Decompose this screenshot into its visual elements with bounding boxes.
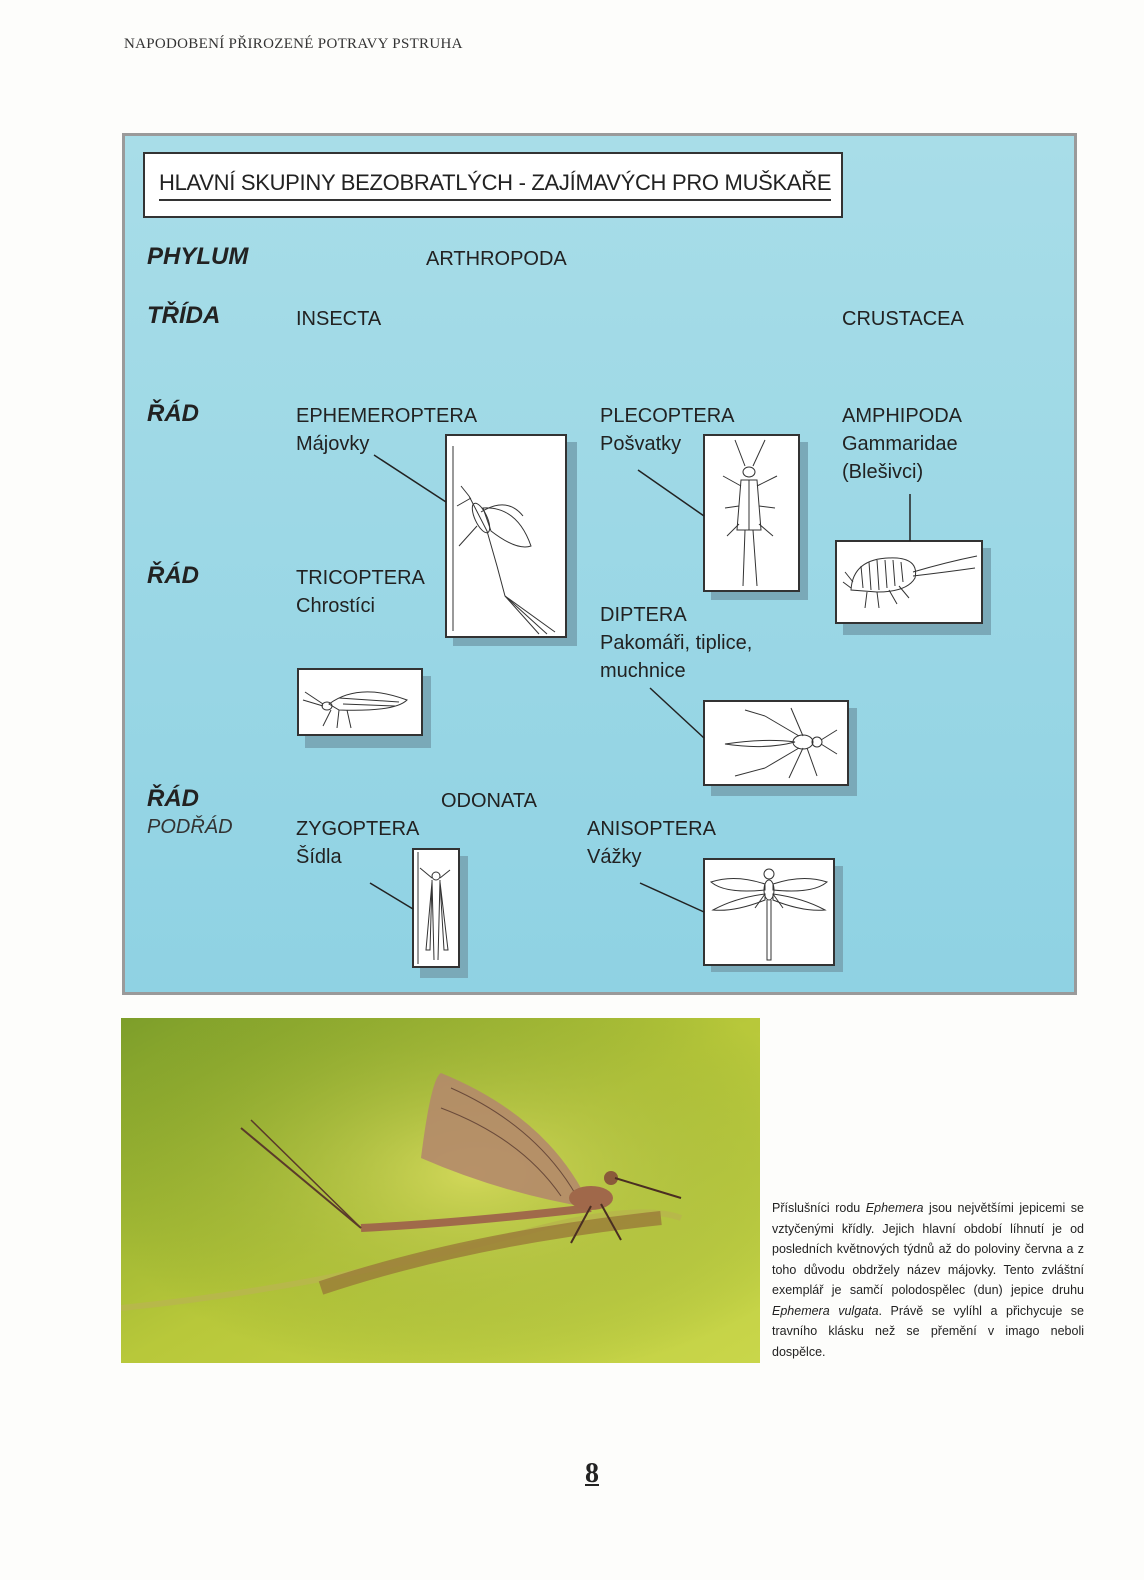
- damselfly-icon: [414, 850, 458, 966]
- caption-species: Ephemera vulgata: [772, 1303, 879, 1318]
- caption-text-3: . Právě se vylíhl a přichycuje se travního klásku než se přemění v imago neboli dospělce.: [772, 1303, 1085, 1359]
- gammarus-illustration: [835, 540, 983, 624]
- photo-caption: [772, 1198, 1084, 1362]
- rank-rad-1: ŘÁD: [147, 400, 199, 427]
- running-head: NAPODOBENÍ PŘIROZENÉ POTRAVY PSTRUHA: [124, 36, 463, 52]
- mayfly-icon: [447, 436, 565, 636]
- class-crustacea: CRUSTACEA: [842, 308, 964, 330]
- class-insecta: INSECTA: [296, 308, 382, 330]
- diagram-title-box: [143, 152, 843, 218]
- order-ephemeroptera-common: Májovky: [296, 433, 370, 455]
- rank-trida: TŘÍDA: [147, 302, 221, 329]
- page-number: 8: [585, 1458, 599, 1489]
- order-amphipoda-common-2: (Blešivci): [842, 461, 924, 483]
- suborder-anisoptera-common: Vážky: [587, 846, 642, 868]
- caddisfly-icon: [299, 670, 421, 734]
- order-diptera-common-2: muchnice: [600, 660, 686, 682]
- diagram-title: HLAVNÍ SKUPINY BEZOBRATLÝCH - ZAJÍMAVÝCH PRO MUŠKAŘE: [159, 170, 831, 201]
- order-amphipoda-common: Gammaridae: [842, 433, 958, 455]
- caption-genus: Ephemera: [865, 1201, 924, 1215]
- dragonfly-illustration: [703, 858, 835, 966]
- caption-text-2: jsou největšími jepicemi se vztyčenými křídly. Jejich hlavní období líhnutí je od posledních květnových týdnů až do poloviny června a z toho důvodu obdržely název májovky. Tento zvláštní exemplář je samčí polodospělec (dun) jepice druhu: [772, 1201, 1084, 1297]
- rank-rad-2: ŘÁD: [147, 562, 199, 589]
- order-diptera-common: Pakomáři, tiplice,: [600, 632, 753, 654]
- order-odonata: ODONATA: [441, 790, 537, 812]
- caddisfly-illustration: [297, 668, 423, 736]
- order-tricoptera: TRICOPTERA: [296, 567, 425, 589]
- gammarus-icon: [837, 542, 981, 622]
- suborder-anisoptera: ANISOPTERA: [587, 818, 716, 840]
- order-diptera: DIPTERA: [600, 604, 687, 626]
- caption-text-1: Příslušníci rodu: [772, 1201, 866, 1215]
- mayfly-illustration: [445, 434, 567, 638]
- suborder-zygoptera-common: Šídla: [296, 846, 342, 868]
- midge-icon: [705, 702, 847, 784]
- damselfly-illustration: [412, 848, 460, 968]
- stonefly-illustration: [703, 434, 800, 592]
- order-plecoptera: PLECOPTERA: [600, 405, 735, 427]
- rank-phylum: PHYLUM: [147, 243, 249, 270]
- mayfly-photo-image: [121, 1018, 760, 1363]
- suborder-zygoptera: ZYGOPTERA: [296, 818, 420, 840]
- order-tricoptera-common: Chrostíci: [296, 595, 375, 617]
- order-ephemeroptera: EPHEMEROPTERA: [296, 405, 478, 427]
- order-plecoptera-common: Pošvatky: [600, 433, 682, 455]
- phylum-arthropoda: ARTHROPODA: [426, 248, 567, 270]
- rank-podrad: PODŘÁD: [147, 816, 233, 838]
- midge-illustration: [703, 700, 849, 786]
- rank-rad-3: ŘÁD: [147, 785, 199, 812]
- dragonfly-icon: [705, 860, 833, 964]
- order-amphipoda: AMPHIPODA: [842, 405, 963, 427]
- mayfly-photo: [121, 1018, 760, 1363]
- stonefly-icon: [705, 436, 798, 590]
